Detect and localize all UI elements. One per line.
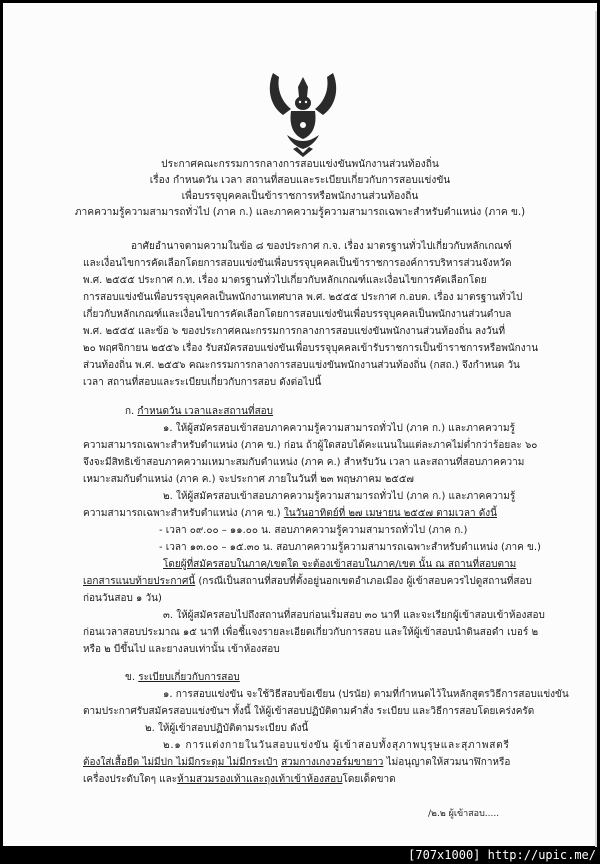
body-line: ส่วนท้องถิ่น พ.ศ. ๒๕๕๖ คณะกรรมการกลางการสอบแข่งขันพนักงานส่วนท้องถิ่น (กสถ.) จึงกำหนด วัน: [83, 360, 520, 371]
exam-time-1: - เวลา ๐๙.๐๐ – ๑๑.๐๐ น. สอบภาคความรู้ความสามารถทั่วไป (ภาค ก.): [159, 525, 468, 536]
body-line: ก่อนเวลาสอบประมาณ ๑๕ นาที เพื่อชี้แจงรายละเอียดเกี่ยวกับการสอบ และให้ผู้เข้าสอบนำดินสอดำ เบอร์ ๒: [83, 627, 539, 638]
body-line: เครื่องประดับใดๆ และห้ามสวมรองเท้าและถุงเท้าเข้าห้องสอบโดยเด็ดขาด: [83, 774, 396, 785]
body-line: ตามประกาศรับสมัครสอบแข่งขันฯ ทั้งนี้ ให้ผู้เข้าสอบปฏิบัติตามคำสั่ง ระเบียบ และวิธีการสอบโดยเคร่งครัด: [83, 706, 535, 717]
title-line-2: เรื่อง กำหนดวัน เวลา สถานที่สอบและระเบียบเกี่ยวกับการสอบแข่งขัน: [149, 175, 451, 186]
title-line-4: ภาคความรู้ความสามารถทั่วไป (ภาค ก.) และภาคความรู้ความสามารถเฉพาะสำหรับตำแหน่ง (ภาค ข.): [74, 207, 526, 218]
body-line: ความสามารถเฉพาะสำหรับตำแหน่ง (ภาค ข.) ก่อน ถ้าผู้ใดสอบได้คะแนนในแต่ละภาคไม่ต่ำกว่าร้อยละ ๖๐: [83, 440, 538, 451]
body-line: เวลา สถานที่สอบและระเบียบเกี่ยวกับการสอบ ดังต่อไปนี้: [83, 377, 322, 388]
body-line: หรือ ๒ บีขึ้นไป และยางลบเท่านั้น เข้าห้องสอบ: [83, 644, 280, 655]
body-line: ๑. การสอบแข่งขัน จะใช้วิธีสอบข้อเขียน (ปรนัย) ตามที่กำหนดไว้ในหลักสูตรวิธีการสอบแข่งขัน: [163, 689, 569, 700]
body-line: การสอบแข่งขันเพื่อบรรจุบุคคลเป็นพนักงานเทศบาล พ.ศ. ๒๕๕๕ ประกาศ ก.อบต. เรื่อง มาตรฐานทั่วไป: [83, 292, 523, 303]
body-line: ๒.๑ การแต่งกายในวันสอบแข่งขัน ผู้เข้าสอบทั้งสุภาพบุรุษและสุภาพสตรี: [163, 740, 510, 751]
body-line: อาศัยอำนาจตามความในข้อ ๘ ของประกาศ ก.จ. เรื่อง มาตรฐานทั่วไปเกี่ยวกับหลักเกณฑ์: [131, 241, 512, 252]
body-line: และเงื่อนไขการคัดเลือกโดยการสอบแข่งขันเพื่อบรรจุบุคคลเป็นข้าราชการองค์การบริหารส่วนจังหวัด: [83, 258, 512, 269]
body-line: จึงจะมีสิทธิเข้าสอบภาคความเหมาะสมกับตำแหน่ง (ภาค ค.) สำหรับวัน เวลา และสถานที่สอบภาคความ: [83, 457, 525, 468]
exam-time-2: - เวลา ๑๓.๐๐ – ๑๕.๓๐ น. สอบภาคความรู้ความสามารถเฉพาะสำหรับตำแหน่ง (ภาค ข.): [159, 542, 541, 553]
body-line: ความสามารถเฉพาะสำหรับตำแหน่ง (ภาค ข.) ในวันอาทิตย์ที่ ๒๗ เมษายน ๒๕๕๗ ตามเวลา ดังนี้: [83, 508, 498, 519]
continuation-note: /๒.๒ ผู้เข้าสอบ.....: [428, 809, 500, 819]
title-line-3: เพื่อบรรจุบุคคลเป็นข้าราชการหรือพนักงานส่วนท้องถิ่น: [181, 191, 419, 202]
garuda-emblem-icon: [265, 69, 341, 159]
page-edge: [595, 11, 597, 847]
section-b-heading: ข. ระเบียบเกี่ยวกับการสอบ: [125, 672, 240, 683]
body-line: เอกสารแนบท้ายประกาศนี้ (กรณีเป็นสถานที่สอบที่ตั้งอยู่นอกเขตอำเภอเมือง ผู้เข้าสอบควรไปดูสถานที่สอบ: [83, 576, 532, 587]
body-line: ต้องใส่เสื้อยืด ไม่มีปก ไม่มีกระดุม ไม่มีกระเป๋า สวมกางเกงวอร์มขายาว ไม่อนุญาตให้สวมนาฬิกาหรือ: [83, 757, 511, 768]
body-line: ๒. ให้ผู้สมัครสอบเข้าสอบภาคความรู้ความสามารถทั่วไป (ภาค ก.) และภาคความรู้: [163, 491, 516, 502]
body-line: โดยผู้ที่สมัครสอบในภาค/เขตใด จะต้องเข้าสอบในภาค/เขต นั้น ณ สถานที่สอบตาม: [163, 559, 517, 570]
body-line: พ.ศ. ๒๕๕๕ ประกาศ ก.ท. เรื่อง มาตรฐานทั่วไปเกี่ยวกับหลักเกณฑ์และเงื่อนไขการคัดเลือกโดย: [83, 275, 487, 286]
body-line: ก่อนวันสอบ ๑ วัน): [83, 593, 162, 604]
body-line: เกี่ยวกับหลักเกณฑ์และเงื่อนไขการคัดเลือกโดยการสอบแข่งขันเพื่อบรรจุบุคคลเป็นพนักงานส่วนตำบล: [83, 309, 512, 320]
body-line: พ.ศ. ๒๕๕๕ และข้อ ๖ ของประกาศคณะกรรมการกลางการสอบแข่งขันพนักงานส่วนท้องถิ่น ลงวันที่: [83, 326, 506, 337]
body-line: ๓. ให้ผู้สมัครสอบไปถึงสถานที่สอบก่อนเริ่มสอบ ๓๐ นาที และจะเรียกผู้เข้าสอบเข้าห้องสอบ: [163, 610, 545, 621]
body-line: ๒๐ พฤศจิกายน ๒๕๕๖ เรื่อง รับสมัครสอบแข่งขันเพื่อบรรจุบุคคลเข้ารับราชการเป็นข้าราชการหรือพนักงาน: [83, 343, 539, 354]
body-line: ๑. ให้ผู้สมัครสอบเข้าสอบภาคความรู้ความสามารถทั่วไป (ภาค ก.) และภาคความรู้: [163, 423, 515, 434]
title-line-1: ประกาศคณะกรรมการกลางการสอบแข่งขันพนักงานส่วนท้องถิ่น: [161, 159, 439, 170]
section-a-heading: ก. กำหนดวัน เวลาและสถานที่สอบ: [125, 406, 274, 417]
body-line: เหมาะสมกับตำแหน่ง (ภาค ค.) จะประกาศ ภายในวันที่ ๒๓ พฤษภาคม ๒๕๕๗: [83, 474, 414, 485]
document-page: [3, 3, 597, 846]
body-line: ๒. ให้ผู้เข้าสอบปฏิบัติตามระเบียบ ดังนี้: [145, 723, 309, 734]
watermark-text: [707x1000] http://upic.me/: [408, 848, 596, 862]
